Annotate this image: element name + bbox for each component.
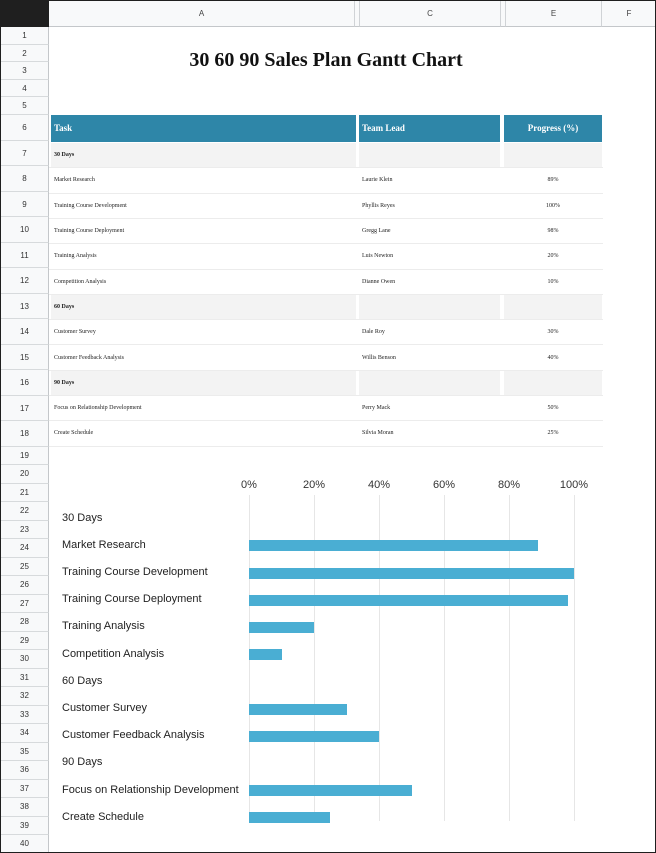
x-tick-label: 20% [302,479,326,491]
row-header-37[interactable]: 37 [1,780,49,799]
task-cell[interactable]: Training Course Deployment [54,228,125,235]
task-cell[interactable]: Focus on Relationship Development [54,405,142,412]
task-cell[interactable]: 60 Days [51,295,356,319]
team-lead-cell[interactable]: Silvia Moran [362,430,394,437]
category-label: Market Research [62,538,146,551]
progress-bar [249,785,412,796]
sheet-title: 30 60 90 Sales Plan Gantt Chart [189,49,463,71]
header-team-lead[interactable]: Team Lead [359,115,500,142]
row-header-16[interactable]: 16 [1,370,49,396]
team-lead-cell[interactable] [359,371,500,395]
task-cell[interactable]: Customer Survey [54,329,96,336]
row-header-3[interactable]: 3 [1,62,49,80]
category-label: Training Analysis [62,620,145,633]
column-header-f[interactable]: F [602,1,656,27]
progress-bar [249,568,574,579]
row-header-13[interactable]: 13 [1,294,49,320]
team-lead-cell[interactable]: Dianne Owen [362,278,396,285]
row-header-29[interactable]: 29 [1,632,49,651]
row-header-6[interactable]: 6 [1,115,49,141]
select-all-corner[interactable] [1,1,49,27]
category-label: Training Course Development [62,566,208,578]
row-header-21[interactable]: 21 [1,484,49,503]
progress-bar [249,595,568,606]
category-label: 90 Days [62,756,103,769]
category-label: Focus on Relationship Development [62,783,239,796]
row-header-19[interactable]: 19 [1,447,49,466]
row-header-9[interactable]: 9 [1,192,49,218]
task-cell[interactable]: Training Analysis [54,253,97,260]
row-header-33[interactable]: 33 [1,706,49,725]
category-label: 60 Days [62,674,103,687]
team-lead-cell[interactable]: Phyllis Reyes [362,202,395,209]
category-label: Customer Feedback Analysis [62,729,205,742]
x-tick-label: 60% [432,479,456,491]
progress-cell[interactable]: 98% [547,228,559,235]
progress-cell[interactable]: 25% [547,430,559,437]
progress-bar [249,649,282,660]
row-header-38[interactable]: 38 [1,798,49,817]
row-header-36[interactable]: 36 [1,761,49,780]
row-header-8[interactable]: 8 [1,166,49,192]
row-header-30[interactable]: 30 [1,650,49,669]
category-label: Create Schedule [62,810,144,823]
task-cell[interactable]: Competition Analysis [54,278,107,285]
progress-cell[interactable] [504,371,602,395]
row-header-2[interactable]: 2 [1,45,49,63]
row-header-23[interactable]: 23 [1,521,49,540]
progress-cell[interactable]: 30% [547,329,559,336]
row-header-11[interactable]: 11 [1,243,49,269]
category-label: 30 Days [62,511,103,524]
x-tick-label: 80% [497,479,521,491]
progress-bar [249,622,314,633]
team-lead-cell[interactable]: Gregg Lane [362,228,391,235]
column-header-a[interactable]: A [49,1,355,27]
row-header-17[interactable]: 17 [1,396,49,422]
task-cell[interactable]: 90 Days [51,371,356,395]
row-header-12[interactable]: 12 [1,268,49,294]
chart-gridline [574,495,575,821]
task-cell[interactable]: Create Schedule [54,430,94,437]
row-header-35[interactable]: 35 [1,743,49,762]
row-header-40[interactable]: 40 [1,835,49,853]
row-header-7[interactable]: 7 [1,141,49,167]
row-divider [49,446,603,447]
row-header-22[interactable]: 22 [1,502,49,521]
progress-bar [249,704,347,715]
team-lead-cell[interactable] [359,295,500,319]
row-header-10[interactable]: 10 [1,217,49,243]
row-header-28[interactable]: 28 [1,613,49,632]
row-header-27[interactable]: 27 [1,595,49,614]
progress-bar [249,731,379,742]
progress-cell[interactable]: 89% [547,177,559,184]
row-header-4[interactable]: 4 [1,80,49,98]
x-tick-label: 100% [559,479,589,491]
progress-cell[interactable] [504,295,602,319]
row-header-31[interactable]: 31 [1,669,49,688]
row-header-26[interactable]: 26 [1,576,49,595]
team-lead-cell[interactable]: Willis Benson [362,354,396,361]
task-cell[interactable]: Market Research [54,177,95,184]
progress-cell[interactable] [504,143,602,167]
x-tick-label: 40% [367,479,391,491]
team-lead-cell[interactable] [359,143,500,167]
progress-cell[interactable]: 40% [547,354,559,361]
category-label: Training Course Deployment [62,593,202,606]
row-header-32[interactable]: 32 [1,687,49,706]
row-header-18[interactable]: 18 [1,421,49,447]
header-progress[interactable]: Progress (%) [504,115,602,142]
header-task[interactable]: Task [51,115,356,142]
task-cell[interactable]: Customer Feedback Analysis [54,354,124,361]
row-header-5[interactable]: 5 [1,97,49,115]
row-header-14[interactable]: 14 [1,319,49,345]
category-label: Competition Analysis [62,647,165,660]
row-header-34[interactable]: 34 [1,724,49,743]
team-lead-cell[interactable]: Dale Roy [362,329,385,336]
row-header-25[interactable]: 25 [1,558,49,577]
progress-cell[interactable]: 50% [547,405,559,412]
progress-bar [249,812,330,823]
progress-cell[interactable]: 20% [547,253,559,260]
progress-bar [249,540,538,551]
column-header-c[interactable]: C [360,1,501,27]
team-lead-cell[interactable]: Perry Mack [362,405,391,412]
progress-cell[interactable]: 10% [547,278,559,285]
row-header-39[interactable]: 39 [1,817,49,836]
row-header-15[interactable]: 15 [1,345,49,371]
team-lead-cell[interactable]: Laurie Klein [362,177,393,184]
team-lead-cell[interactable]: Luis Newton [362,253,394,260]
category-label: Customer Survey [62,702,147,714]
x-tick-label: 0% [241,479,257,491]
task-cell[interactable]: Training Course Development [54,202,127,209]
row-header-1[interactable]: 1 [1,27,49,45]
task-cell[interactable]: 30 Days [51,143,356,167]
progress-cell[interactable]: 100% [546,202,560,209]
row-header-20[interactable]: 20 [1,465,49,484]
row-header-24[interactable]: 24 [1,539,49,558]
column-header-e[interactable]: E [506,1,602,27]
